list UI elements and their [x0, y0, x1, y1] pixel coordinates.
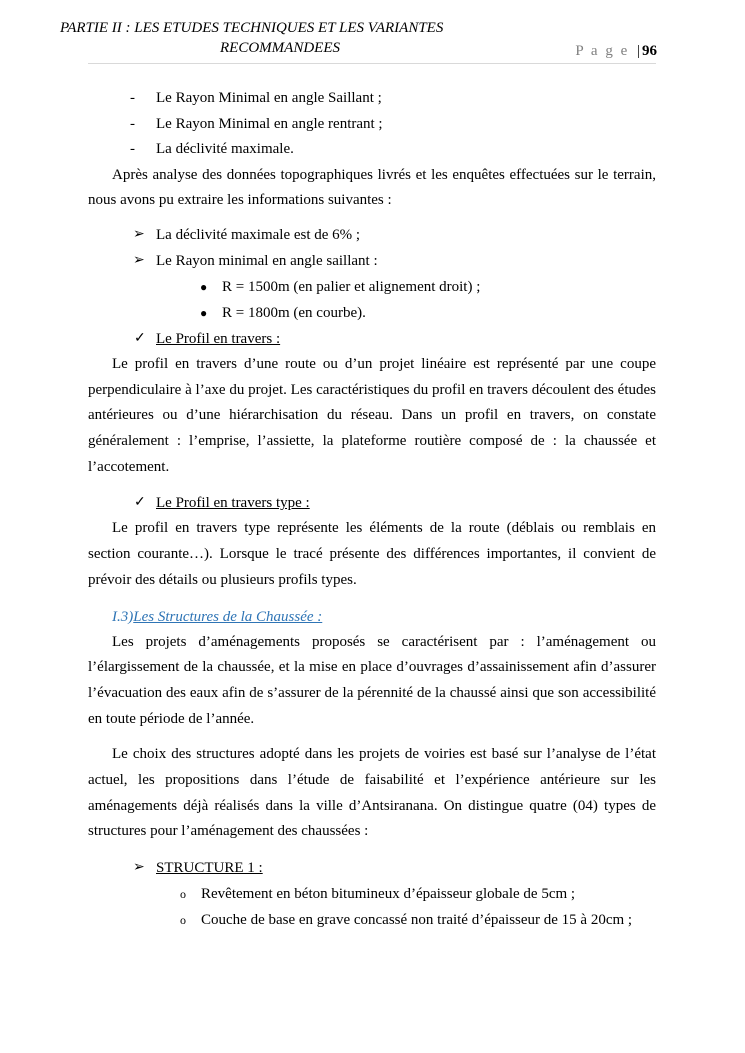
list-item: ● R = 1500m (en palier et alignement droit) ;: [88, 274, 656, 300]
list-item: - La déclivité maximale.: [88, 137, 656, 163]
checkmark-icon: ✓: [134, 495, 146, 511]
arrow-bullet-icon: ➢: [133, 226, 145, 242]
dash-marker: -: [130, 141, 135, 157]
arrow-bullet-icon: ➢: [133, 252, 145, 268]
list-item: [88, 855, 656, 881]
list-item: ➢ Le Rayon minimal en angle saillant :: [88, 248, 656, 274]
document-body: [88, 86, 656, 933]
list-item: [88, 326, 656, 352]
list-item: o Revêtement en béton bitumineux d’épaisseur globale de 5cm ;: [88, 881, 656, 907]
page-word: P a g e: [575, 43, 630, 59]
subheading: Le Profil en travers :: [156, 330, 281, 347]
list-item: o Couche de base en grave concassé non traité d’épaisseur de 15 à 20cm ;: [88, 907, 656, 933]
circle-bullet-icon: o: [180, 887, 186, 902]
section-number: I.3): [112, 608, 134, 625]
paragraph: Les projets d’aménagements proposés se caractérisent par : l’aménagement ou l’élargissement de la chaussée, et la mise en place d’ouvrages d’assainissement afin d’assurer l’évacuation des eaux afin de s’assurer de la pérennité de la chaussé ainsi que son accessibilité en toute période de l’année.: [88, 633, 656, 727]
subheading: STRUCTURE 1 :: [156, 860, 263, 877]
checkmark-icon: ✓: [134, 330, 146, 346]
paragraph: Le choix des structures adopté dans les projets de voiries est basé sur l’analyse de l’état actuel, les propositions dans l’étude de faisabilité et l’expérience antérieure sur les aménagements déjà réalisés dans la ville d’Antsiranana. On distingue quatre (04) types de structures pour l’aménagement des chaussées :: [88, 746, 656, 840]
header-title-line1: PARTIE II : LES ETUDES TECHNIQUES ET LES VARIANTES: [60, 20, 444, 36]
list-item: ● R = 1800m (en courbe).: [88, 300, 656, 326]
header-title-line2: RECOMMANDEES: [220, 40, 340, 56]
paragraph: Le profil en travers type représente les éléments de la route (déblais ou remblais en section courante…). Lorsque le tracé présente des différences importantes, il convient de prévoir des détails ou plusieurs profils types.: [88, 520, 656, 588]
dash-marker: -: [130, 90, 135, 106]
list-item: - Le Rayon Minimal en angle rentrant ;: [88, 112, 656, 138]
header-divider: [88, 63, 656, 64]
dash-marker: -: [130, 115, 135, 132]
paragraph: Après analyse des données topographiques livrés et les enquêtes effectuées sur le terrain, nous avons pu extraire les informations suivantes :: [88, 166, 656, 209]
page-number-label: [575, 43, 657, 60]
page-number: 96: [642, 43, 657, 59]
section-heading: [88, 604, 656, 630]
list-item: [88, 490, 656, 516]
section-title: Les Structures de la Chaussée :: [133, 608, 323, 625]
subheading: Le Profil en travers type :: [156, 495, 310, 512]
paragraph: Le profil en travers d’une route ou d’un projet linéaire est représenté par une coupe perpendiculaire à l’axe du projet. Les caractéristiques du profil en travers découlent des études antérieures ou d’une hiérarchisation du réseau. Dans un profil en travers, on constate généralement : l’emprise, l’assiette, la plateforme routière composé de : la chaussée et l’accotement.: [88, 355, 656, 475]
page-separator: |: [636, 43, 640, 59]
list-item: ➢ La déclivité maximale est de 6% ;: [88, 222, 656, 248]
arrow-bullet-icon: ➢: [133, 860, 145, 876]
header-title: [60, 18, 500, 58]
circle-bullet-icon: o: [180, 913, 186, 928]
bullet-icon: ●: [200, 305, 208, 320]
list-item: - Le Rayon Minimal en angle Saillant ;: [88, 86, 656, 112]
bullet-icon: ●: [200, 279, 208, 294]
